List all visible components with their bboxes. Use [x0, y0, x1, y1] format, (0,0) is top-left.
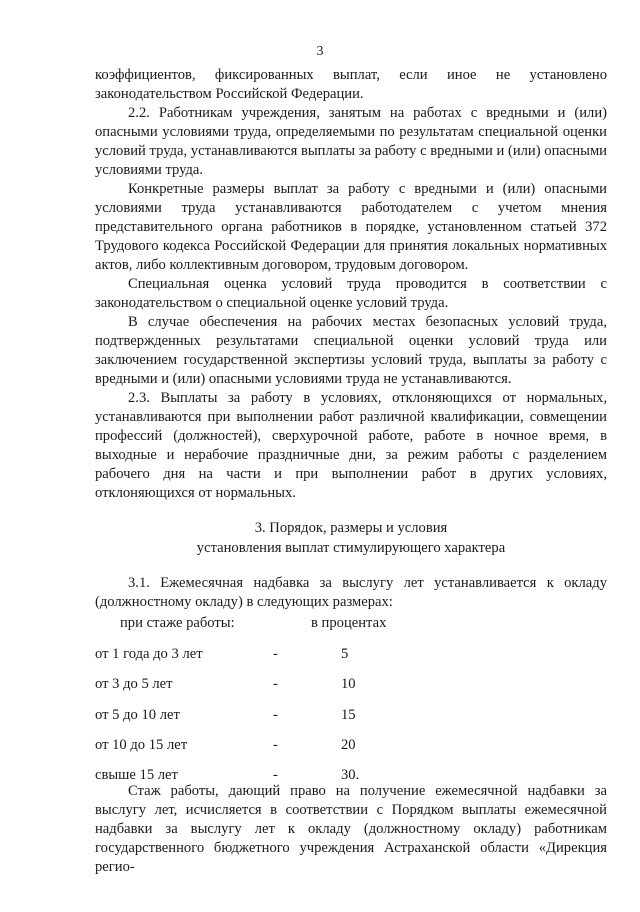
rate-row: [95, 736, 607, 756]
rate-period: от 5 до 10 лет: [95, 707, 180, 723]
rate-percent: 30.: [341, 767, 360, 783]
rate-period: свыше 15 лет: [95, 767, 178, 783]
rate-table-header: [95, 614, 607, 634]
document-body: [95, 66, 607, 877]
rate-period: от 1 года до 3 лет: [95, 646, 203, 662]
paragraph-payment-amounts: Конкретные размеры выплат за работу с вредными и (или) опасными условиями труда устанавливаются работодателем с учетом мнения представительного органа работников в порядке, установленном статьей 372 Трудового кодекса Российской Федерации для принятия локальных нормативных актов, либо коллективным договором, трудовым договором.: [95, 181, 607, 273]
rate-period: от 3 до 5 лет: [95, 676, 173, 692]
rate-dash: -: [273, 737, 278, 753]
rate-dash: -: [273, 676, 278, 692]
rate-row: [95, 706, 607, 726]
section-title-line-1: 3. Порядок, размеры и условия: [254, 520, 448, 536]
rate-dash: -: [273, 707, 278, 723]
rate-row: [95, 675, 607, 695]
paragraph-special-assessment: Специальная оценка условий труда проводится в соответствии с законодательством о специальной оценке условий труда.: [95, 276, 607, 311]
rate-percent: 20: [341, 737, 356, 753]
paragraph-seniority-calculation: Стаж работы, дающий право на получение ежемесячной надбавки за выслугу лет, исчисляется в соответствии с Порядком выплаты ежемесячной надбавки за выслугу лет к окладу (должностному окладу) работникам государственного бюджетного учреждения Астраханской области «Дирекция регио-: [95, 783, 607, 875]
paragraph-2-3: 2.3. Выплаты за работу в условиях, отклоняющихся от нормальных, устанавливаются при выполнении работ различной квалификации, совмещении профессий (должностей), сверхурочной работе, работе в ночное время, в выходные и нерабочие праздничные дни, за режим работы с разделением рабочего дня на части и при выполнении работ в других условиях, отклоняющихся от нормальных.: [95, 390, 607, 501]
paragraph-continuation: коэффициентов, фиксированных выплат, если иное не установлено законодательством Российской Федерации.: [95, 67, 607, 102]
rate-percent: 15: [341, 707, 356, 723]
seniority-rate-table: [95, 614, 607, 782]
paragraph-safe-conditions: В случае обеспечения на рабочих местах безопасных условий труда, подтвержденных результатами специальной оценки условий труда или заключением государственной экспертизы условий труда, выплаты за работу с вредными и (или) опасными условиями труда не устанавливаются.: [95, 314, 607, 387]
paragraph-3-1: 3.1. Ежемесячная надбавка за выслугу лет устанавливается к окладу (должностному окладу) в следующих размерах:: [95, 575, 607, 610]
rate-row: [95, 645, 607, 665]
rate-dash: -: [273, 646, 278, 662]
rate-period: от 10 до 15 лет: [95, 737, 188, 753]
header-experience: при стаже работы:: [120, 615, 235, 631]
rate-row: [95, 766, 607, 786]
header-percent: в процентах: [311, 615, 387, 631]
section-title-line-2: установления выплат стимулирующего характера: [196, 540, 506, 556]
rate-percent: 10: [341, 676, 356, 692]
page-number: 3: [316, 44, 324, 59]
rate-dash: -: [273, 767, 278, 783]
rate-percent: 5: [341, 646, 349, 662]
section-3-title: [95, 518, 607, 558]
paragraph-2-2: 2.2. Работникам учреждения, занятым на работах с вредными и (или) опасными условиями труда, определяемыми по результатам специальной оценки условий труда, устанавливаются выплаты за работу с вредными и (или) опасными условиями труда.: [95, 105, 607, 178]
